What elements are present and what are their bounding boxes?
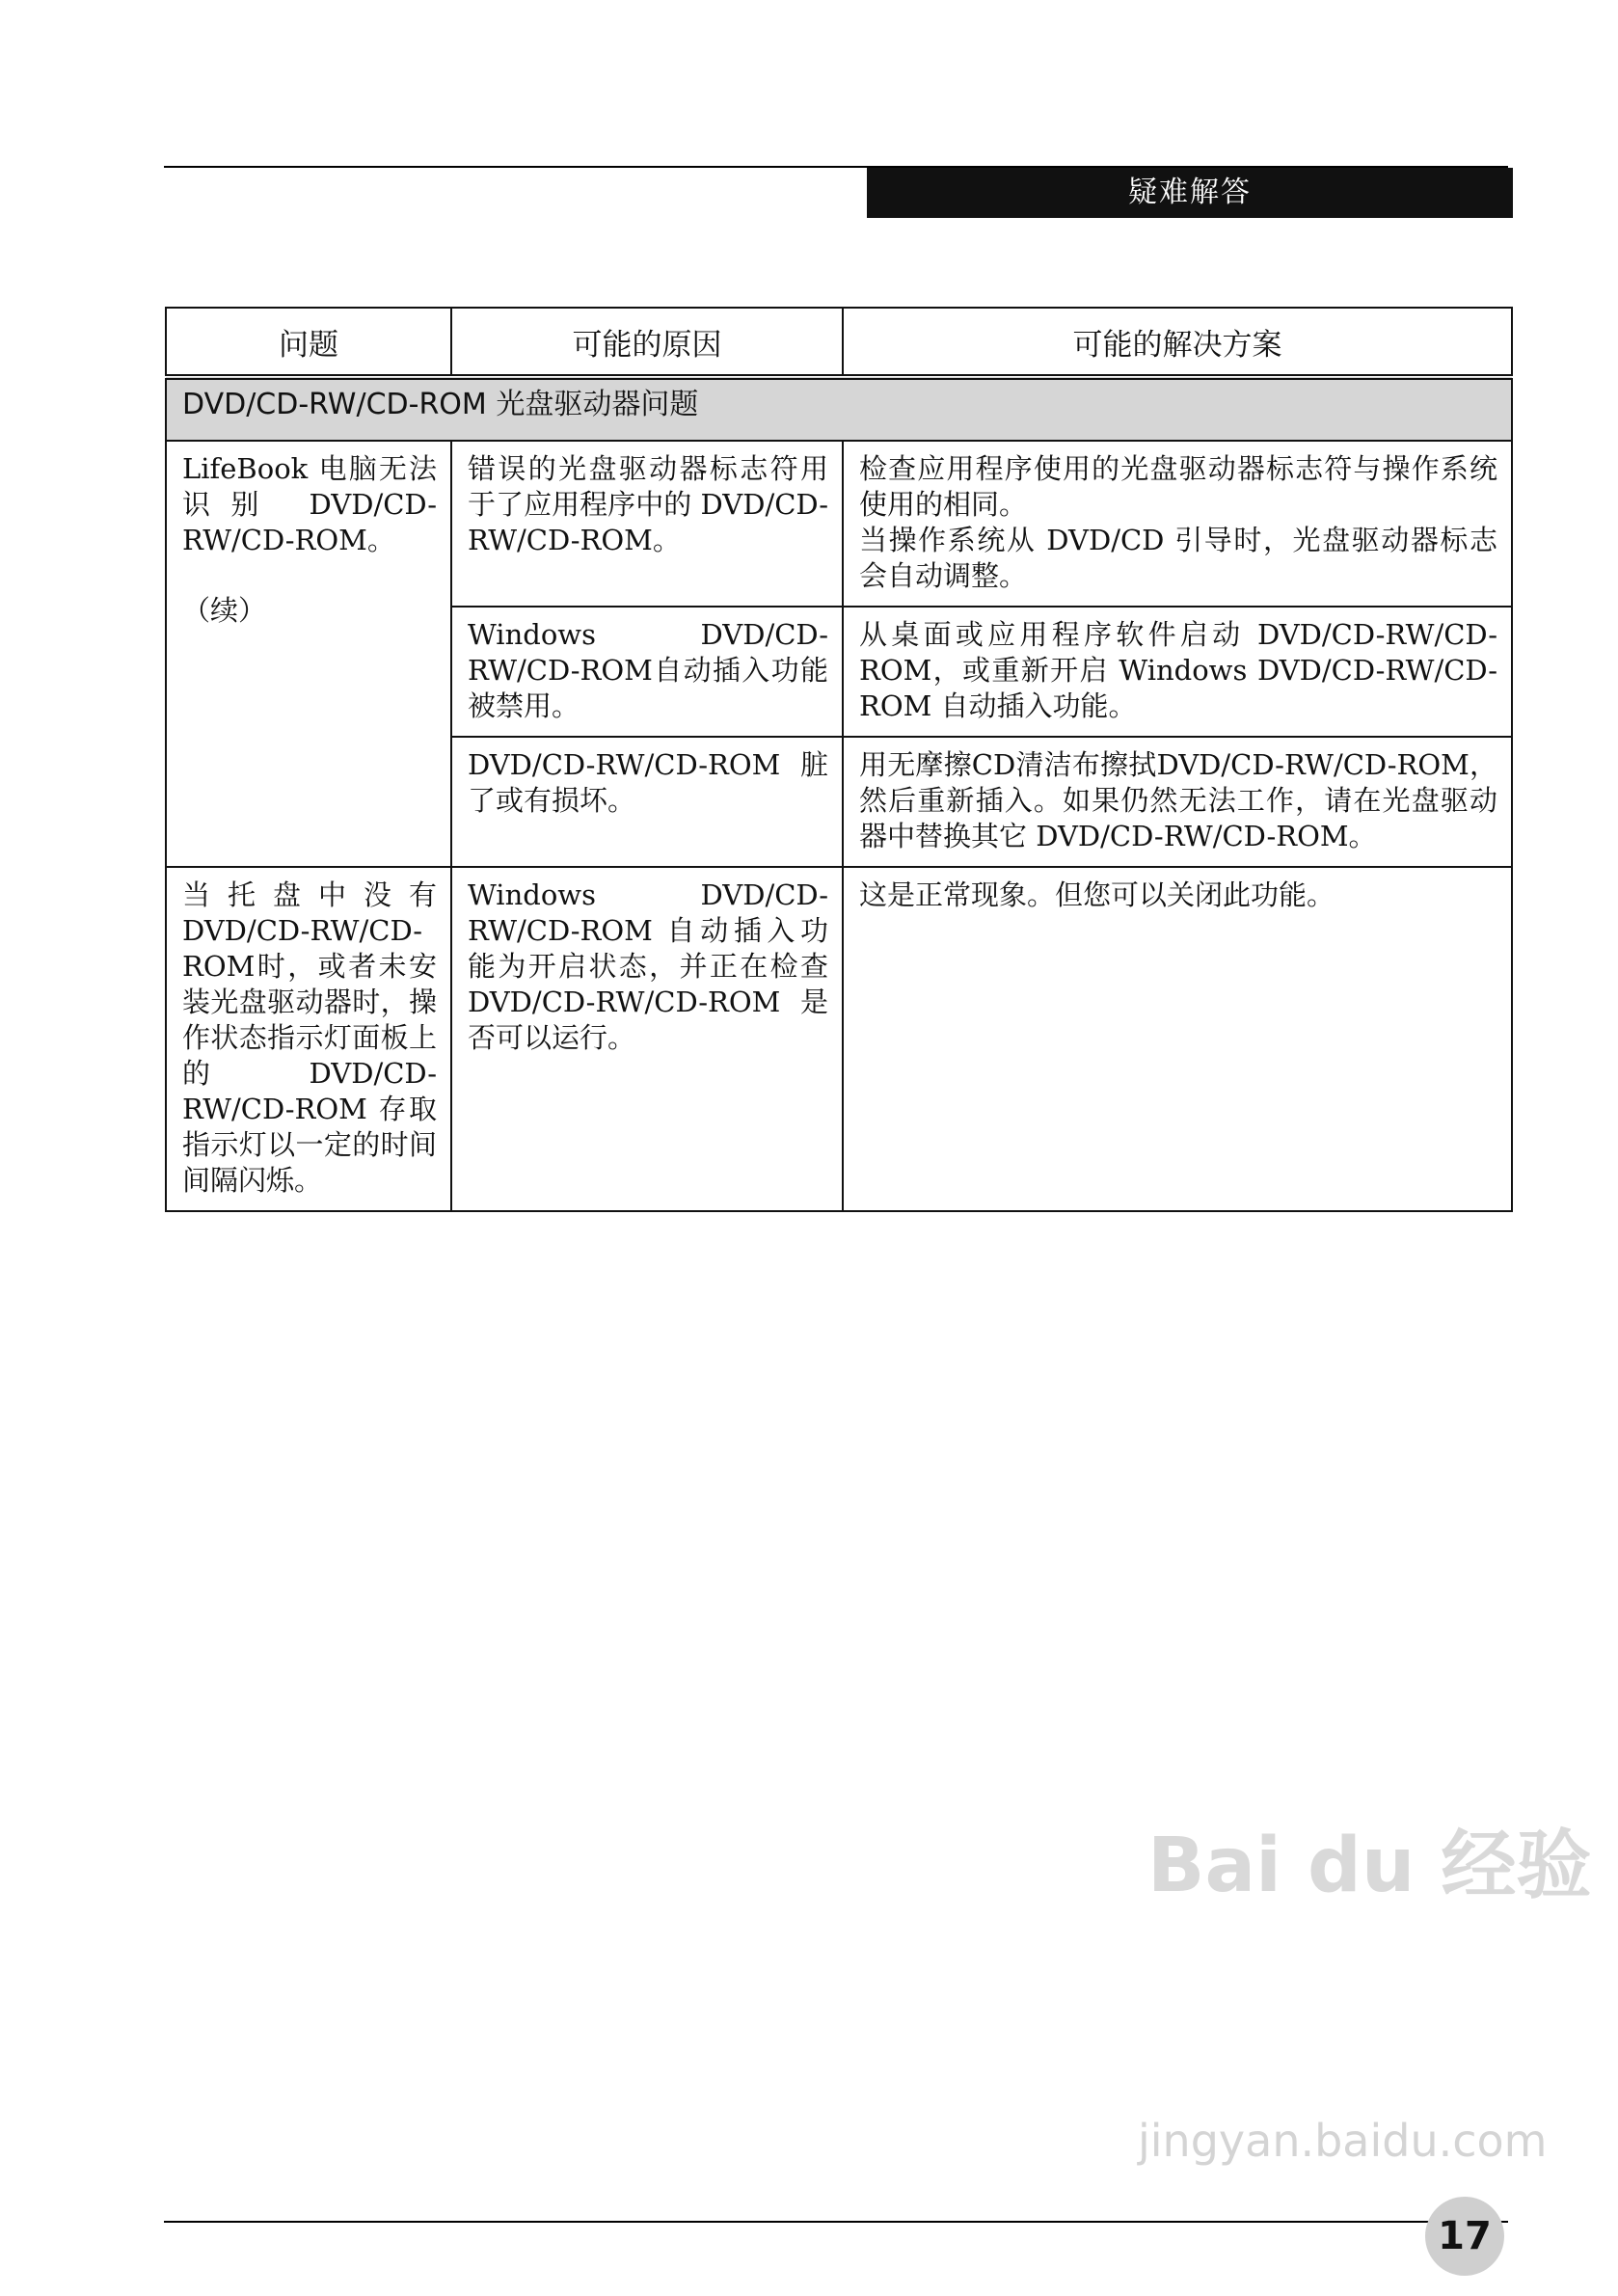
bottom-rule	[164, 2221, 1508, 2223]
solution-cell: 从桌面或应用程序软件启动 DVD/CD-RW/CD-ROM，或重新开启 Windows DVD/CD-RW/CD-ROM 自动插入功能。	[843, 607, 1512, 737]
solution-cell: 这是正常现象。但您可以关闭此功能。	[843, 867, 1512, 1211]
section-title: 疑难解答	[867, 168, 1513, 218]
column-header-problem: 问题	[166, 308, 451, 377]
section-heading: DVD/CD-RW/CD-ROM 光盘驱动器问题	[166, 377, 1512, 441]
column-header-cause: 可能的原因	[451, 308, 843, 377]
solution-cell: 用无摩擦CD清洁布擦拭DVD/CD-RW/CD-ROM，然后重新插入。如果仍然无法工作，请在光盘驱动器中替换其它 DVD/CD-RW/CD-ROM。	[843, 737, 1512, 867]
table-row	[166, 867, 1512, 1211]
column-header-solution: 可能的解决方案	[843, 308, 1512, 377]
solution-text: 当操作系统从 DVD/CD 引导时，光盘驱动器标志会自动调整。	[859, 524, 1497, 592]
cause-cell: DVD/CD-RW/CD-ROM 脏了或有损坏。	[451, 737, 843, 867]
solution-text: 检查应用程序使用的光盘驱动器标志符与操作系统使用的相同。	[859, 452, 1497, 521]
solution-cell	[843, 441, 1512, 607]
problem-text: LifeBook 电脑无法识别 DVD/CD-RW/CD-ROM。	[182, 452, 437, 556]
watermark-url: jingyan.baidu.com	[1138, 2115, 1548, 2167]
table-row	[166, 441, 1512, 607]
cause-cell: Windows DVD/CD-RW/CD-ROM 自动插入功能为开启状态，并正在检查 DVD/CD-RW/CD-ROM 是否可以运行。	[451, 867, 843, 1211]
problem-cell: 当托盘中没有DVD/CD-RW/CD-ROM时，或者未安装光盘驱动器时，操作状态指示灯面板上的DVD/CD-RW/CD-ROM 存取指示灯以一定的时间间隔闪烁。	[166, 867, 451, 1211]
cause-cell: Windows DVD/CD-RW/CD-ROM自动插入功能被禁用。	[451, 607, 843, 737]
section-heading-row	[166, 377, 1512, 441]
table-header-row	[166, 308, 1512, 377]
page-number: 17	[1425, 2197, 1504, 2276]
continued-note: （续）	[182, 594, 267, 627]
watermark-logo: Bai du 经验	[1147, 1823, 1592, 1909]
troubleshooting-table	[165, 307, 1513, 1212]
problem-cell	[166, 441, 451, 867]
cause-cell: 错误的光盘驱动器标志符用于了应用程序中的 DVD/CD-RW/CD-ROM。	[451, 441, 843, 607]
